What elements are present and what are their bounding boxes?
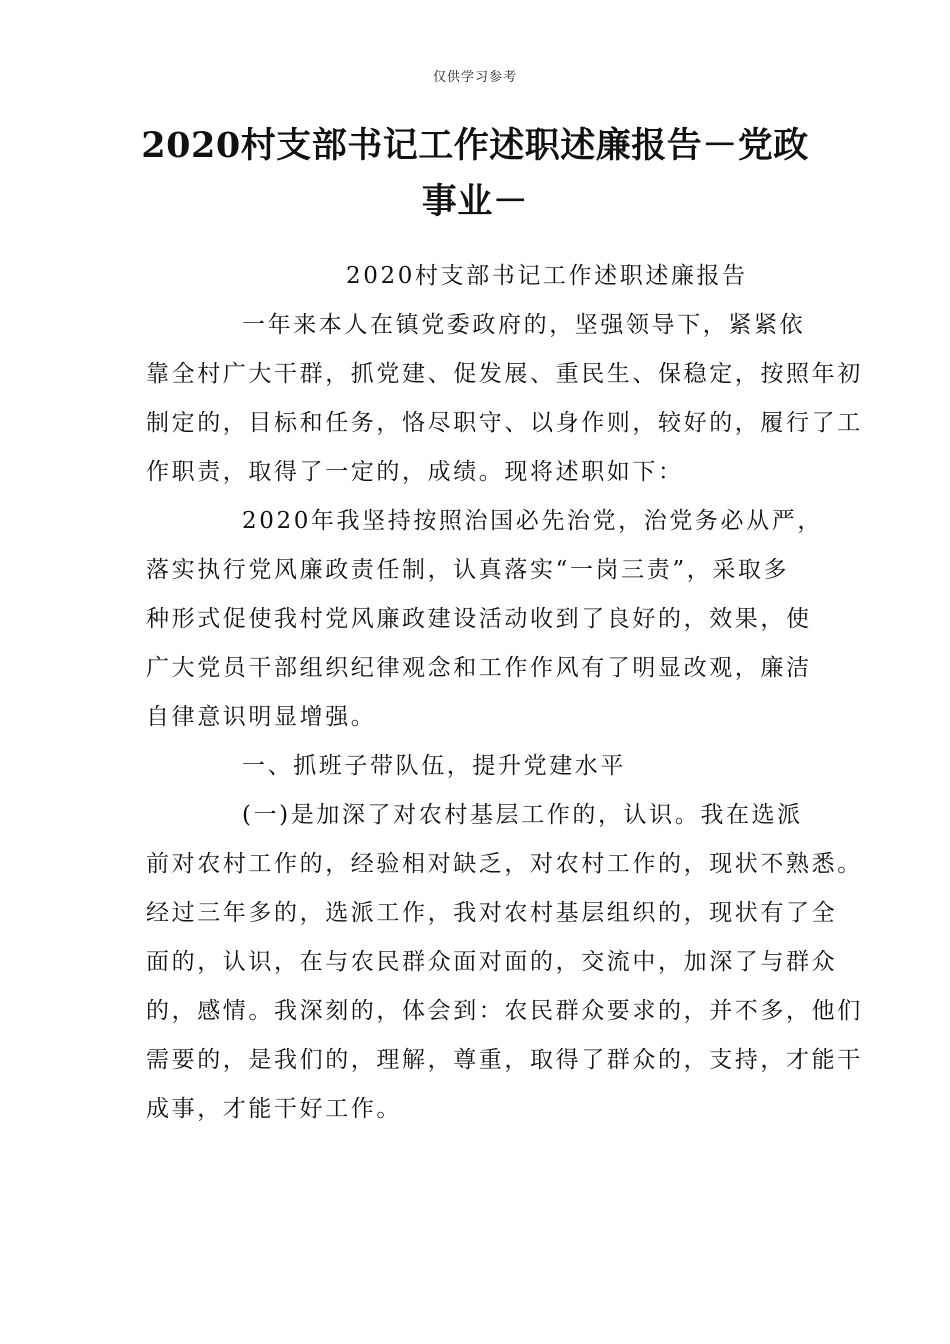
paragraph-line: 经过三年多的，选派工作，我对农村基层组织的，现状有了全 — [146, 900, 838, 926]
title-line-2: 事业－ — [421, 181, 529, 222]
paragraph-line: 的，感情。我深刻的，体会到：农民群众要求的，并不多，他们 — [146, 998, 863, 1024]
paragraph-line: 制定的，目标和任务，恪尽职守、以身作则，较好的，履行了工 — [146, 410, 863, 436]
paragraph-line: 前对农村工作的，经验相对缺乏，对农村工作的，现状不熟悉。 — [146, 851, 863, 877]
paragraph-line: 成事，才能干好工作。 — [146, 1096, 402, 1122]
paragraph-line: 自律意识明显增强。 — [146, 704, 377, 730]
paragraph-line: 靠全村广大干群，抓党建、促发展、重民生、保稳定，按照年初 — [146, 361, 863, 387]
paragraph-line: 广大党员干部组织纪律观念和工作作风有了明显改观，廉洁 — [146, 655, 812, 681]
title-line-1: 2020村支部书记工作述职述廉报告－党政 — [141, 125, 809, 166]
document-subtitle: 2020村支部书记工作述职述廉报告 — [346, 263, 748, 289]
section-heading: 一、抓班子带队伍，提升党建水平 — [242, 753, 626, 779]
paragraph-line: 需要的，是我们的，理解，尊重，取得了群众的，支持，才能干 — [146, 1047, 863, 1073]
document-body — [146, 252, 863, 1134]
paragraph-line: 面的，认识，在与农民群众面对面的，交流中，加深了与群众 — [146, 949, 838, 975]
paragraph-line: 一年来本人在镇党委政府的，坚强领导下，紧紧依 — [242, 312, 806, 338]
document-title — [130, 118, 820, 230]
paragraph-line: 作职责，取得了一定的，成绩。现将述职如下： — [146, 459, 684, 485]
header-note: 仅供学习参考 — [432, 70, 517, 85]
paragraph-line: (一)是加深了对农村基层工作的，认识。我在选派 — [242, 802, 803, 828]
paragraph-line: 2020年我坚持按照治国必先治党，治党务必从严， — [242, 508, 823, 534]
paragraph-line: 落实执行党风廉政责任制，认真落实“一岗三责”，采取多 — [146, 557, 790, 583]
paragraph-line: 种形式促使我村党风廉政建设活动收到了良好的，效果，使 — [146, 606, 812, 632]
